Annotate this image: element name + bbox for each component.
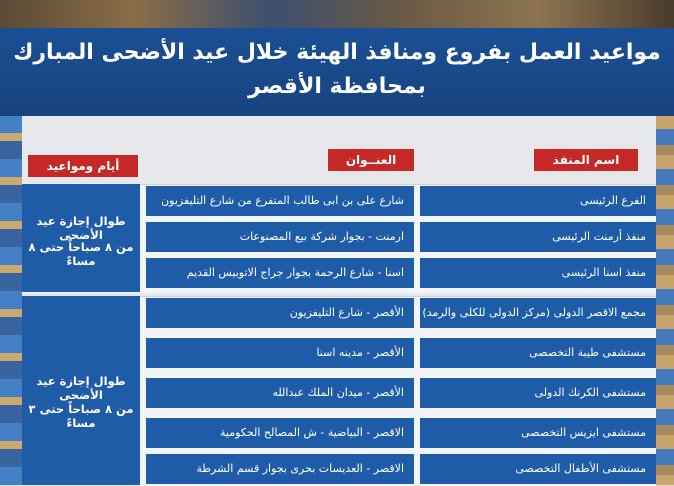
page-header (0, 28, 674, 116)
table-row-address: الاقصر - العديسات بحرى بجوار قسم الشرطة (146, 454, 414, 484)
hours-cell (22, 184, 140, 292)
hours-line: من ٨ صباحاً حتى ٣ مساءً (28, 402, 134, 430)
table-row-address: اسنا - شارع الرحمة بجوار جراج الاتوبيس القديم (146, 258, 414, 288)
page-subtitle: بمحافظة الأقصر (248, 74, 426, 99)
table-row-outlet: منفذ اسنا الرئيسى (420, 258, 656, 288)
page-title: مواعيد العمل بفروع ومنافذ الهيئة خلال عيد الأضحى المبارك (13, 40, 661, 65)
hours-line: طوال إجازة عيد الأضحى (36, 374, 126, 402)
table-row-address: الأقصر - مدينه اسنا (146, 338, 414, 368)
column-header-hours: أيام ومواعيد (28, 155, 138, 177)
table-row-address: ارمنت - بجوار شركة بيع المصنوعات (146, 222, 414, 252)
hours-cell (22, 296, 140, 485)
decorative-border-right (656, 115, 674, 485)
table-row-outlet: مستشفى الأطفال التخصصى (420, 454, 656, 484)
column-header-outlet: اسم المنفذ (534, 149, 638, 171)
schedule-table (22, 116, 656, 485)
table-row-address: الأقصر - ميدان الملك عبدالله (146, 378, 414, 408)
table-row-outlet: الفرع الرئيسى (420, 186, 656, 216)
table-row-outlet: مستشفى ايزيس التخصصى (420, 418, 656, 448)
column-header-address: العنــوان (328, 149, 414, 171)
table-row-address: الأقصر - شارع التليفزيون (146, 298, 414, 328)
table-row-outlet: مستشفى الكرنك الدولى (420, 378, 656, 408)
table-row-address: الاقصر - البياضية - ش المصالح الحكومية (146, 418, 414, 448)
hours-line: من ٨ صباحاً حتى ٨ مساءً (28, 240, 134, 268)
decorative-banner-image (0, 0, 674, 30)
hours-line: طوال إجازة عيد الأضحى (36, 214, 126, 242)
table-row-outlet: مجمع الاقصر الدولى (مركز الدولى للكلى والرمد) (420, 298, 656, 328)
table-row-outlet: منفذ أرمنت الرئيسى (420, 222, 656, 252)
decorative-border-left (0, 115, 22, 485)
table-row-outlet: مستشفى طيبة التخصصى (420, 338, 656, 368)
table-row-address: شارع على بن ابى طالب المتفرع من شارع التليفزيون (146, 186, 414, 216)
